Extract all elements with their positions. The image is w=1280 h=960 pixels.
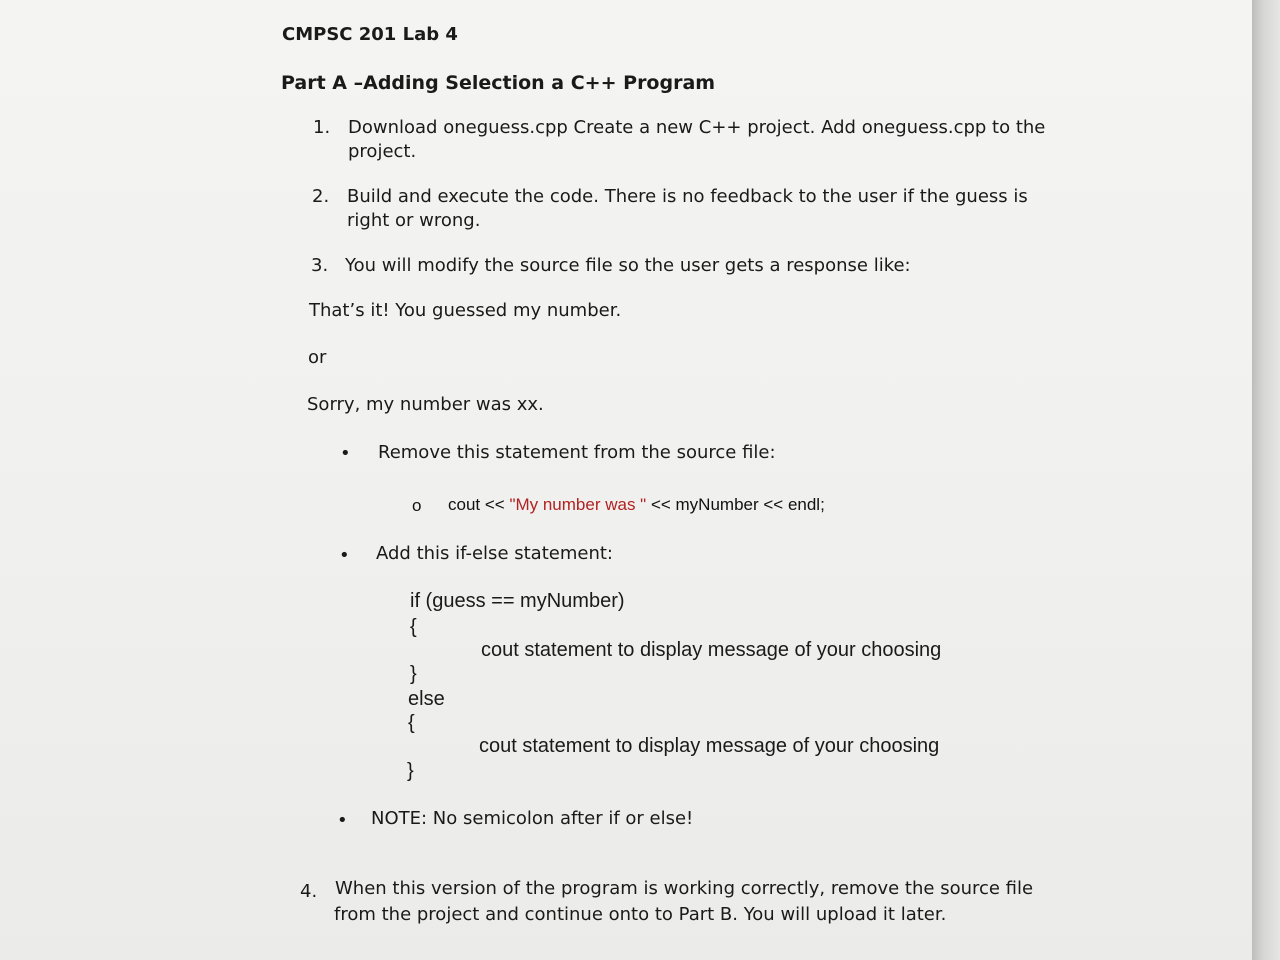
else-close-brace: } <box>407 760 414 782</box>
else-body: cout statement to display message of your choosing <box>479 735 940 757</box>
part-a-heading: Part A –Adding Selection a C++ Program <box>281 72 716 94</box>
code-prefix: cout << <box>448 495 510 514</box>
step-2-line-2: right or wrong. <box>347 210 481 231</box>
step-3-line-1: You will modify the source file so the user gets a response like: <box>345 255 911 276</box>
step-1-line-1: Download oneguess.cpp Create a new C++ project. Add oneguess.cpp to the <box>348 117 1046 138</box>
step-4-line-1: When this version of the program is working correctly, remove the source file <box>335 878 1034 899</box>
step-3-number: 3. <box>311 255 329 276</box>
step-2-line-1: Build and execute the code. There is no feedback to the user if the guess is <box>347 186 1028 207</box>
sub-bullet-marker: o <box>412 496 422 515</box>
step-4-line-2: from the project and continue onto to Part B. You will upload it later. <box>334 904 947 925</box>
code-string-literal: "My number was " <box>509 495 647 514</box>
step-2-number: 2. <box>312 186 330 207</box>
step-1-number: 1. <box>313 117 331 138</box>
else-open-brace: { <box>408 712 415 734</box>
bullet-marker: • <box>340 443 351 464</box>
step-4-number: 4. <box>300 881 318 902</box>
bullet-marker: • <box>337 810 348 831</box>
response-correct: That’s it! You guessed my number. <box>309 300 622 321</box>
code-suffix: << myNumber << endl; <box>646 495 825 514</box>
step-1-line-2: project. <box>348 141 417 162</box>
if-close-brace: } <box>410 663 417 685</box>
lab-title: CMPSC 201 Lab 4 <box>282 24 458 45</box>
cout-statement-code <box>448 495 825 515</box>
if-open-brace: { <box>410 616 417 638</box>
bullet-marker: • <box>339 545 350 566</box>
response-or: or <box>308 347 327 368</box>
if-body: cout statement to display message of your choosing <box>481 639 942 661</box>
response-wrong: Sorry, my number was xx. <box>307 394 544 415</box>
if-line: if (guess == myNumber) <box>410 590 625 612</box>
else-line: else <box>408 688 445 710</box>
bullet-add-if-else: Add this if-else statement: <box>376 543 613 564</box>
note-no-semicolon: NOTE: No semicolon after if or else! <box>371 808 694 829</box>
bullet-remove-statement: Remove this statement from the source file: <box>378 442 776 463</box>
page-edge-shadow <box>1252 0 1280 960</box>
